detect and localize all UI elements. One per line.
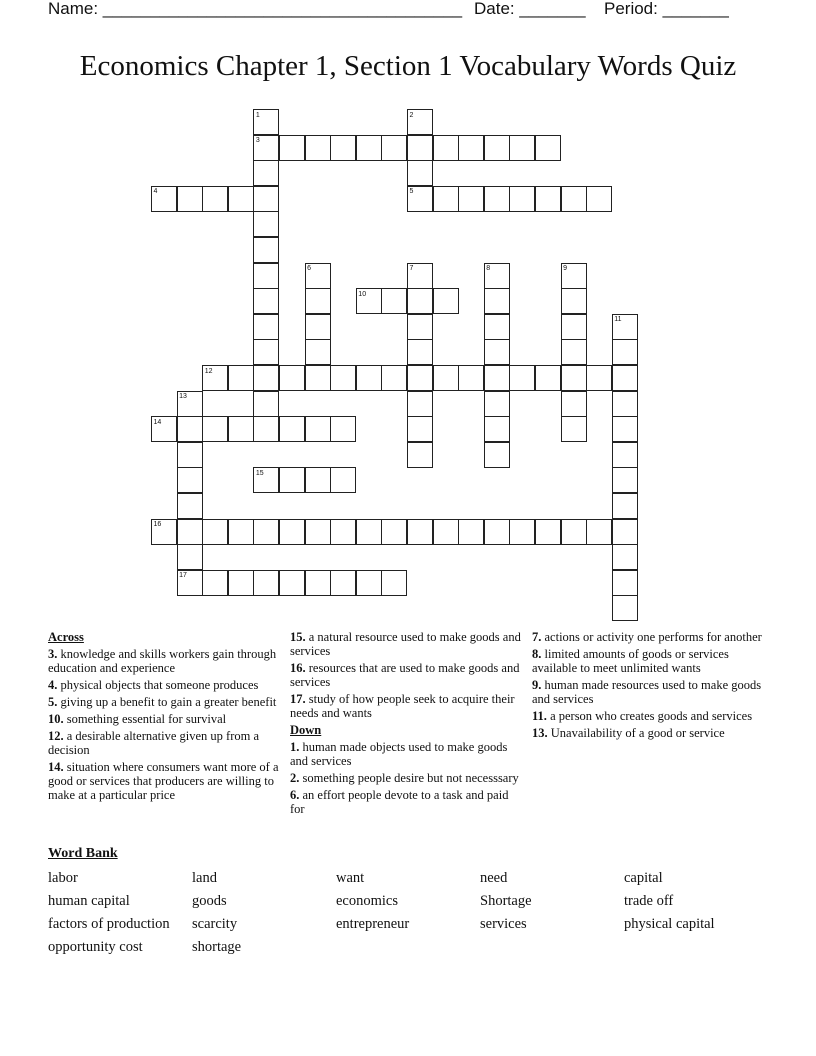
clue-number: 8 xyxy=(486,265,491,273)
crossword-cell[interactable] xyxy=(253,211,279,237)
crossword-cell[interactable] xyxy=(253,314,279,340)
crossword-cell[interactable] xyxy=(484,314,510,340)
crossword-cell[interactable] xyxy=(253,570,279,596)
word-bank-item: goods xyxy=(192,893,227,909)
word-bank-item: Shortage xyxy=(480,893,532,909)
crossword-cell[interactable] xyxy=(177,391,203,417)
crossword-cell[interactable] xyxy=(202,365,228,391)
crossword-cell[interactable] xyxy=(177,570,203,596)
crossword-cell[interactable] xyxy=(202,519,228,545)
crossword-cell[interactable] xyxy=(330,570,356,596)
word-bank-item: want xyxy=(336,870,365,886)
crossword-cell[interactable] xyxy=(330,467,356,493)
crossword-cell[interactable] xyxy=(561,263,587,289)
crossword-cell[interactable] xyxy=(586,519,612,545)
crossword-cell[interactable] xyxy=(484,365,510,391)
clue-number: 9 xyxy=(563,265,567,273)
crossword-cell[interactable] xyxy=(586,186,612,212)
crossword-cell[interactable] xyxy=(253,391,279,417)
crossword-cell[interactable] xyxy=(535,519,561,545)
crossword-cell[interactable] xyxy=(561,519,587,545)
crossword-cell[interactable] xyxy=(151,416,177,442)
crossword-cell[interactable] xyxy=(407,391,433,417)
crossword-cell[interactable] xyxy=(612,314,638,340)
crossword-cell[interactable] xyxy=(330,519,356,545)
name-field-label[interactable]: Name: ______________________________________ xyxy=(48,0,463,18)
clue-number: 10 xyxy=(358,290,367,298)
crossword-cell[interactable] xyxy=(407,519,433,545)
crossword-cell[interactable] xyxy=(484,442,510,468)
date-field-label[interactable]: Date: _______ xyxy=(474,0,586,18)
crossword-cell[interactable] xyxy=(535,135,561,161)
word-bank-title: Word Bank xyxy=(48,846,118,861)
crossword-cell[interactable] xyxy=(612,391,638,417)
crossword-cell[interactable] xyxy=(433,186,459,212)
word-bank-item: shortage xyxy=(192,939,242,955)
crossword-cell[interactable] xyxy=(202,186,228,212)
crossword-cell[interactable] xyxy=(305,135,331,161)
crossword-cell[interactable] xyxy=(407,339,433,365)
crossword-cell[interactable] xyxy=(279,570,305,596)
clue-down-9: 9. human made resources used to make goods and services xyxy=(532,678,762,706)
crossword-cell[interactable] xyxy=(484,391,510,417)
crossword-cell[interactable] xyxy=(228,186,254,212)
clue-down-13: 13. Unavailability of a good or service xyxy=(532,726,725,740)
crossword-cell[interactable] xyxy=(561,339,587,365)
crossword-cell[interactable] xyxy=(407,365,433,391)
crossword-cell[interactable] xyxy=(228,519,254,545)
clue-number: 15 xyxy=(255,469,264,477)
word-bank-item: entrepreneur xyxy=(336,916,410,932)
clue-number: 14 xyxy=(153,418,162,426)
crossword-cell[interactable] xyxy=(561,365,587,391)
crossword-cell[interactable] xyxy=(407,160,433,186)
crossword-cell[interactable] xyxy=(612,467,638,493)
crossword-cell[interactable] xyxy=(253,135,279,161)
crossword-cell[interactable] xyxy=(407,186,433,212)
crossword-cell[interactable] xyxy=(407,416,433,442)
word-bank-item: trade off xyxy=(624,893,674,909)
crossword-cell[interactable] xyxy=(484,288,510,314)
clue-number: 13 xyxy=(179,393,187,401)
crossword-cell[interactable] xyxy=(381,288,407,314)
crossword-cell[interactable] xyxy=(484,339,510,365)
crossword-cell[interactable] xyxy=(253,467,279,493)
crossword-cell[interactable] xyxy=(253,519,279,545)
word-bank-item: capital xyxy=(624,870,663,886)
crossword-cell[interactable] xyxy=(381,365,407,391)
crossword-cell[interactable] xyxy=(612,570,638,596)
crossword-cell[interactable] xyxy=(612,493,638,519)
crossword-cell[interactable] xyxy=(151,186,177,212)
crossword-cell[interactable] xyxy=(253,416,279,442)
crossword-cell[interactable] xyxy=(279,467,305,493)
clue-across-14: 14. situation where consumers want more of a good or services that producers are willing to make at a particular price xyxy=(48,760,279,802)
crossword-cell[interactable] xyxy=(458,135,484,161)
word-bank-item: physical capital xyxy=(624,916,715,932)
clue-number: 1 xyxy=(255,111,260,119)
crossword-cell[interactable] xyxy=(407,288,433,314)
crossword-cell[interactable] xyxy=(586,365,612,391)
crossword-cell[interactable] xyxy=(381,519,407,545)
crossword-cell[interactable] xyxy=(484,519,510,545)
crossword-cell[interactable] xyxy=(253,288,279,314)
crossword-cell[interactable] xyxy=(305,519,331,545)
clue-number: 3 xyxy=(255,137,260,145)
crossword-cell[interactable] xyxy=(279,519,305,545)
crossword-cell[interactable] xyxy=(509,135,535,161)
clue-number: 17 xyxy=(179,572,187,580)
crossword-cell[interactable] xyxy=(305,288,331,314)
crossword-cell[interactable] xyxy=(177,544,203,570)
crossword-cell[interactable] xyxy=(612,442,638,468)
crossword-cell[interactable] xyxy=(228,570,254,596)
crossword-cell[interactable] xyxy=(458,186,484,212)
crossword-cell[interactable] xyxy=(458,365,484,391)
crossword-cell[interactable] xyxy=(484,186,510,212)
crossword-cell[interactable] xyxy=(484,263,510,289)
across-heading: Across xyxy=(48,630,84,644)
header xyxy=(48,0,748,20)
crossword-cell[interactable] xyxy=(484,135,510,161)
crossword-cell[interactable] xyxy=(381,135,407,161)
word-bank-item: labor xyxy=(48,870,78,886)
clue-down-8: 8. limited amounts of goods or services available to meet unlimited wants xyxy=(532,647,729,675)
crossword-cell[interactable] xyxy=(177,467,203,493)
page-title: Economics Chapter 1, Section 1 Vocabulary Words Quiz xyxy=(79,50,737,82)
crossword-cell[interactable] xyxy=(253,160,279,186)
crossword-cell[interactable] xyxy=(356,519,382,545)
crossword-cell[interactable] xyxy=(561,186,587,212)
crossword-cell[interactable] xyxy=(305,570,331,596)
clue-number: 12 xyxy=(204,367,213,375)
crossword-cell[interactable] xyxy=(612,416,638,442)
crossword-cell[interactable] xyxy=(561,314,587,340)
clue-down-1: 1. human made objects used to make goods and services xyxy=(290,740,508,768)
crossword-cell[interactable] xyxy=(279,416,305,442)
crossword-cell[interactable] xyxy=(177,416,203,442)
crossword-cell[interactable] xyxy=(433,135,459,161)
word-bank-item: need xyxy=(480,870,508,886)
crossword-cell[interactable] xyxy=(305,263,331,289)
crossword-cell[interactable] xyxy=(407,263,433,289)
crossword-cell[interactable] xyxy=(433,288,459,314)
crossword-cell[interactable] xyxy=(253,186,279,212)
clue-across-12: 12. a desirable alternative given up from a decision xyxy=(48,729,260,757)
crossword-cell[interactable] xyxy=(407,135,433,161)
crossword-cell[interactable] xyxy=(407,314,433,340)
crossword-cell[interactable] xyxy=(279,135,305,161)
crossword-cell[interactable] xyxy=(253,339,279,365)
crossword-cell[interactable] xyxy=(305,467,331,493)
crossword-cell[interactable] xyxy=(177,519,203,545)
word-bank-item: services xyxy=(480,916,527,932)
crossword-cell[interactable] xyxy=(330,135,356,161)
crossword-cell[interactable] xyxy=(305,339,331,365)
crossword-cell[interactable] xyxy=(330,416,356,442)
crossword-cell[interactable] xyxy=(612,544,638,570)
word-bank-item: economics xyxy=(336,893,399,909)
clue-number: 2 xyxy=(409,111,414,119)
crossword-cell[interactable] xyxy=(253,109,279,135)
crossword-cell[interactable] xyxy=(253,365,279,391)
word-bank-item: human capital xyxy=(48,893,130,909)
crossword-cell[interactable] xyxy=(356,570,382,596)
crossword-cell[interactable] xyxy=(407,109,433,135)
crossword-cell[interactable] xyxy=(561,416,587,442)
clue-across-5: 5. giving up a benefit to gain a greater benefit xyxy=(48,695,277,709)
crossword-cell[interactable] xyxy=(305,314,331,340)
clue-across-17: 17. study of how people seek to acquire their needs and wants xyxy=(290,692,515,720)
clue-across-3: 3. knowledge and skills workers gain through education and experience xyxy=(48,647,277,675)
clues-column-1 xyxy=(48,628,284,805)
word-bank-item: scarcity xyxy=(192,916,238,932)
clue-number: 11 xyxy=(614,316,622,324)
word-bank xyxy=(48,867,768,959)
crossword-cell[interactable] xyxy=(433,519,459,545)
crossword-cell[interactable] xyxy=(381,570,407,596)
clues-column-3 xyxy=(532,628,762,743)
clue-down-11: 11. a person who creates goods and services xyxy=(532,709,753,723)
crossword-cell[interactable] xyxy=(509,519,535,545)
down-heading: Down xyxy=(290,723,322,737)
crossword-cell[interactable] xyxy=(151,519,177,545)
crossword-cell[interactable] xyxy=(509,365,535,391)
word-bank-item: factors of production xyxy=(48,916,170,932)
crossword-cell[interactable] xyxy=(612,365,638,391)
clue-number: 5 xyxy=(409,188,414,196)
word-bank-item: land xyxy=(192,870,217,886)
crossword-cell[interactable] xyxy=(407,442,433,468)
crossword-cell[interactable] xyxy=(330,365,356,391)
crossword-cell[interactable] xyxy=(177,442,203,468)
clue-number: 4 xyxy=(153,188,158,196)
crossword-cell[interactable] xyxy=(177,186,203,212)
clue-number: 16 xyxy=(153,521,162,529)
clues-column-2 xyxy=(290,628,522,819)
crossword-cell[interactable] xyxy=(356,135,382,161)
clue-down-2: 2. something people desire but not necesssary xyxy=(290,771,519,785)
crossword-cell[interactable] xyxy=(177,493,203,519)
crossword-cell[interactable] xyxy=(228,416,254,442)
crossword-cell[interactable] xyxy=(202,570,228,596)
crossword-cell[interactable] xyxy=(458,519,484,545)
clue-across-10: 10. something essential for survival xyxy=(48,712,227,726)
clue-number: 6 xyxy=(307,265,311,273)
period-field-label[interactable]: Period: _______ xyxy=(604,0,729,18)
crossword-cell[interactable] xyxy=(484,416,510,442)
crossword-cell[interactable] xyxy=(561,391,587,417)
crossword-cell[interactable] xyxy=(253,237,279,263)
crossword-cell[interactable] xyxy=(561,288,587,314)
crossword-cell[interactable] xyxy=(356,288,382,314)
crossword-cell[interactable] xyxy=(305,416,331,442)
crossword-cell[interactable] xyxy=(202,416,228,442)
crossword-cell[interactable] xyxy=(535,365,561,391)
crossword-cell[interactable] xyxy=(253,263,279,289)
crossword-cell[interactable] xyxy=(228,365,254,391)
clue-down-7: 7. actions or activity one performs for another xyxy=(532,630,762,644)
crossword-cell[interactable] xyxy=(612,519,638,545)
crossword-cell[interactable] xyxy=(433,365,459,391)
clue-across-4: 4. physical objects that someone produces xyxy=(48,678,259,692)
crossword-cell[interactable] xyxy=(279,365,305,391)
crossword-cell[interactable] xyxy=(612,339,638,365)
crossword-cell[interactable] xyxy=(305,365,331,391)
crossword-cell[interactable] xyxy=(356,365,382,391)
crossword-cell[interactable] xyxy=(535,186,561,212)
word-bank-item: opportunity cost xyxy=(48,939,143,955)
clue-across-16: 16. resources that are used to make goods and services xyxy=(290,661,520,689)
clue-number: 7 xyxy=(409,265,414,273)
crossword-cell[interactable] xyxy=(612,595,638,621)
clue-down-6: 6. an effort people devote to a task and paid for xyxy=(290,788,509,816)
crossword-cell[interactable] xyxy=(509,186,535,212)
clue-across-15: 15. a natural resource used to make goods and services xyxy=(290,630,521,658)
